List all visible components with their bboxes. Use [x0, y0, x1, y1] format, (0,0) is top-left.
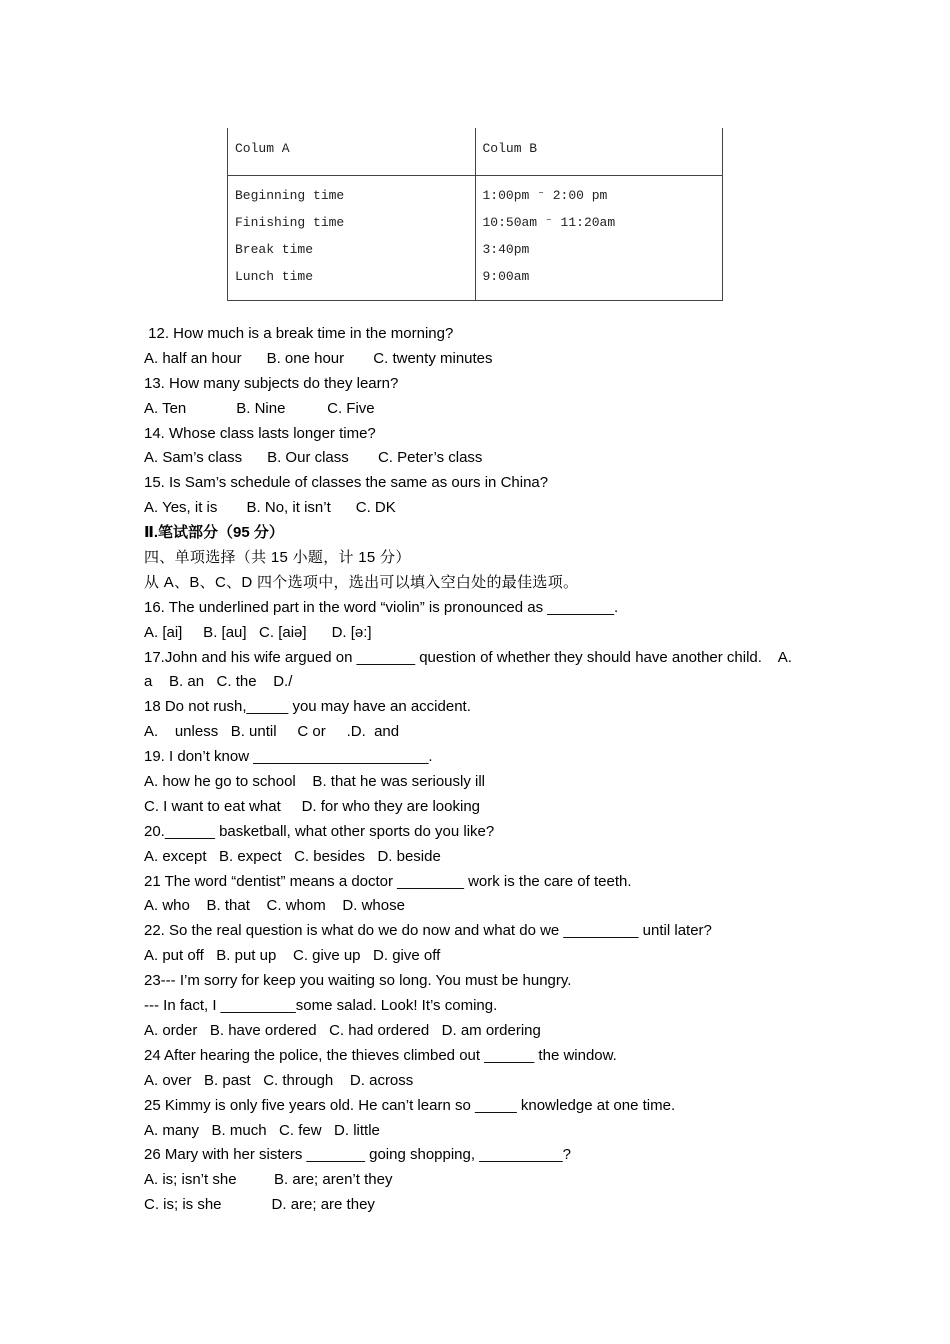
- options-22: A. put off B. put up C. give up D. give off: [144, 947, 441, 965]
- col-b-item: 3:40pm: [482, 242, 530, 257]
- question-16: 16. The underlined part in the word “violin” is pronounced as ________.: [144, 598, 619, 616]
- question-22: 22. So the real question is what do we do now and what do we _________ until later?: [144, 922, 712, 940]
- question-17: 17.John and his wife argued on _______ question of whether they should have another child. A.: [144, 648, 792, 666]
- question-12: 12. How much is a break time in the morning?: [144, 325, 454, 342]
- instructions: 从 A、B、C、D 四个选项中，选出可以填入空白处的最佳选项。: [144, 573, 579, 591]
- table-header-row: [228, 128, 723, 176]
- options-13: A. Ten B. Nine C. Five: [144, 399, 375, 417]
- question-21: 21 The word “dentist” means a doctor ________ work is the care of teeth.: [144, 872, 632, 890]
- schedule-table-container: [227, 128, 723, 301]
- options-25: A. many B. much C. few D. little: [144, 1121, 380, 1139]
- options-26-ab: A. is; isn’t she B. are; aren’t they: [144, 1171, 393, 1189]
- options-23: A. order B. have ordered C. had ordered D. am ordering: [144, 1021, 541, 1039]
- options-19-ab: A. how he go to school B. that he was seriously ill: [144, 773, 486, 791]
- question-24: 24 After hearing the police, the thieves climbed out ______ the window.: [144, 1046, 617, 1064]
- col-a-item: Beginning time: [235, 188, 345, 203]
- table-body-row: [228, 176, 723, 301]
- column-b-cell: [475, 176, 723, 301]
- options-19-cd: C. I want to eat what D. for who they are looking: [144, 797, 480, 815]
- question-18: 18 Do not rush,_____ you may have an accident.: [144, 698, 471, 716]
- col-a-item: Lunch time: [235, 269, 314, 284]
- question-26: 26 Mary with her sisters _______ going shopping, __________?: [144, 1146, 571, 1164]
- header-cell-b: Colum B: [475, 128, 723, 176]
- question-14: 14. Whose class lasts longer time?: [144, 424, 376, 442]
- options-15: A. Yes, it is B. No, it isn’t C. DK: [144, 499, 396, 517]
- options-14: A. Sam’s class B. Our class C. Peter’s class: [144, 449, 483, 467]
- question-19: 19. I don’t know _____________________.: [144, 748, 433, 766]
- col-b-item: 1:00pm ⁻ 2:00 pm: [482, 188, 608, 203]
- col-a-item: Break time: [235, 242, 314, 257]
- question-13: 13. How many subjects do they learn?: [144, 374, 399, 392]
- column-a-cell: [228, 176, 476, 301]
- question-23-b: --- In fact, I _________some salad. Look! It’s coming.: [144, 997, 498, 1015]
- options-16: A. [ai] B. [au] C. [aiə] D. [ə:]: [144, 623, 372, 641]
- question-25: 25 Kimmy is only five years old. He can’t learn so _____ knowledge at one time.: [144, 1096, 676, 1114]
- options-17: a B. an C. the D./: [144, 673, 293, 691]
- part-heading: 四、单项选择（共 15 小题，计 15 分）: [144, 549, 411, 567]
- options-24: A. over B. past C. through D. across: [144, 1071, 414, 1089]
- question-23-a: 23--- I’m sorry for keep you waiting so long. You must be hungry.: [144, 972, 572, 990]
- options-21: A. who B. that C. whom D. whose: [144, 897, 405, 915]
- options-26-cd: C. is; is she D. are; are they: [144, 1196, 375, 1214]
- question-15: 15. Is Sam’s schedule of classes the same as ours in China?: [144, 474, 549, 492]
- header-cell-a: Colum A: [228, 128, 476, 176]
- section-heading: Ⅱ.笔试部分（95 分）: [144, 524, 284, 542]
- col-a-item: Finishing time: [235, 215, 345, 230]
- question-20: 20.______ basketball, what other sports do you like?: [144, 822, 495, 840]
- schedule-table: [227, 128, 723, 301]
- options-12: A. half an hour B. one hour C. twenty minutes: [144, 349, 493, 367]
- exam-content: [144, 322, 824, 1218]
- col-b-item: 9:00am: [482, 269, 530, 284]
- col-b-item: 10:50am ⁻ 11:20am: [482, 215, 616, 230]
- options-20: A. except B. expect C. besides D. beside: [144, 847, 441, 865]
- options-18: A. unless B. until C or .D. and: [144, 723, 400, 741]
